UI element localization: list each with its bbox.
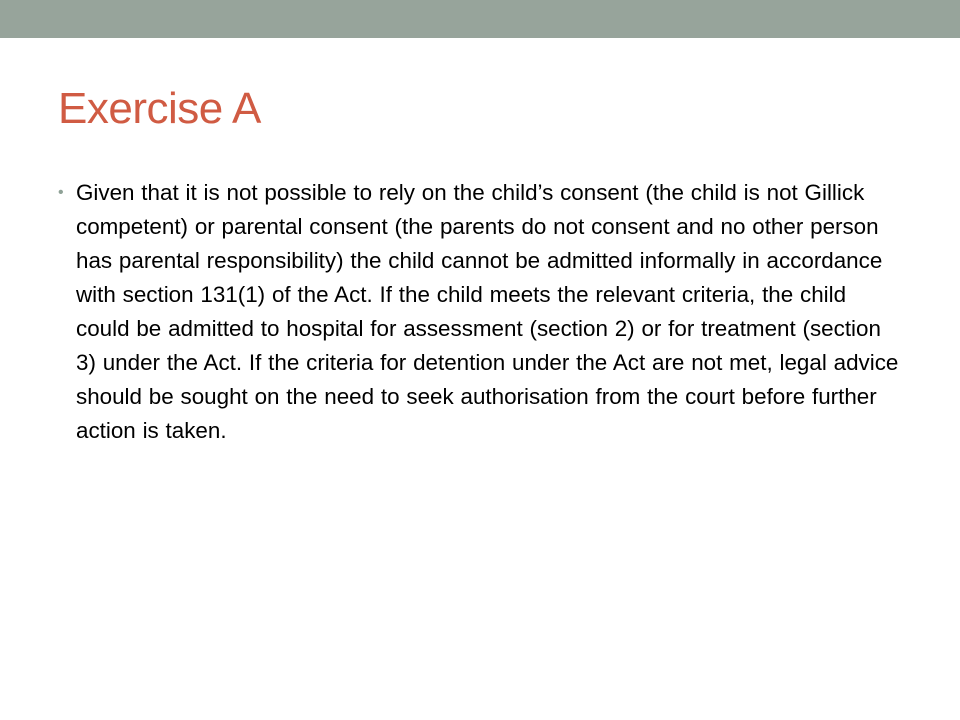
top-band — [0, 0, 960, 38]
bullet-item — [58, 176, 904, 448]
bullet-text: Given that it is not possible to rely on the child’s consent (the child is not Gillick competent) or parental consent (the parents do not consent and no other person has parental responsibility) the child cannot be admitted informally in accordance with section 131(1) of the Act. If the child meets the relevant criteria, the child could be admitted to hospital for assessment (section 2) or for treatment (section 3) under the Act. If the criteria for detention under the Act are not met, legal advice should be sought on the need to seek authorisation from the court before further action is taken. — [76, 180, 899, 443]
slide-title: Exercise A — [58, 84, 261, 133]
bullet-icon: • — [58, 184, 64, 201]
bullet-list — [58, 176, 904, 448]
